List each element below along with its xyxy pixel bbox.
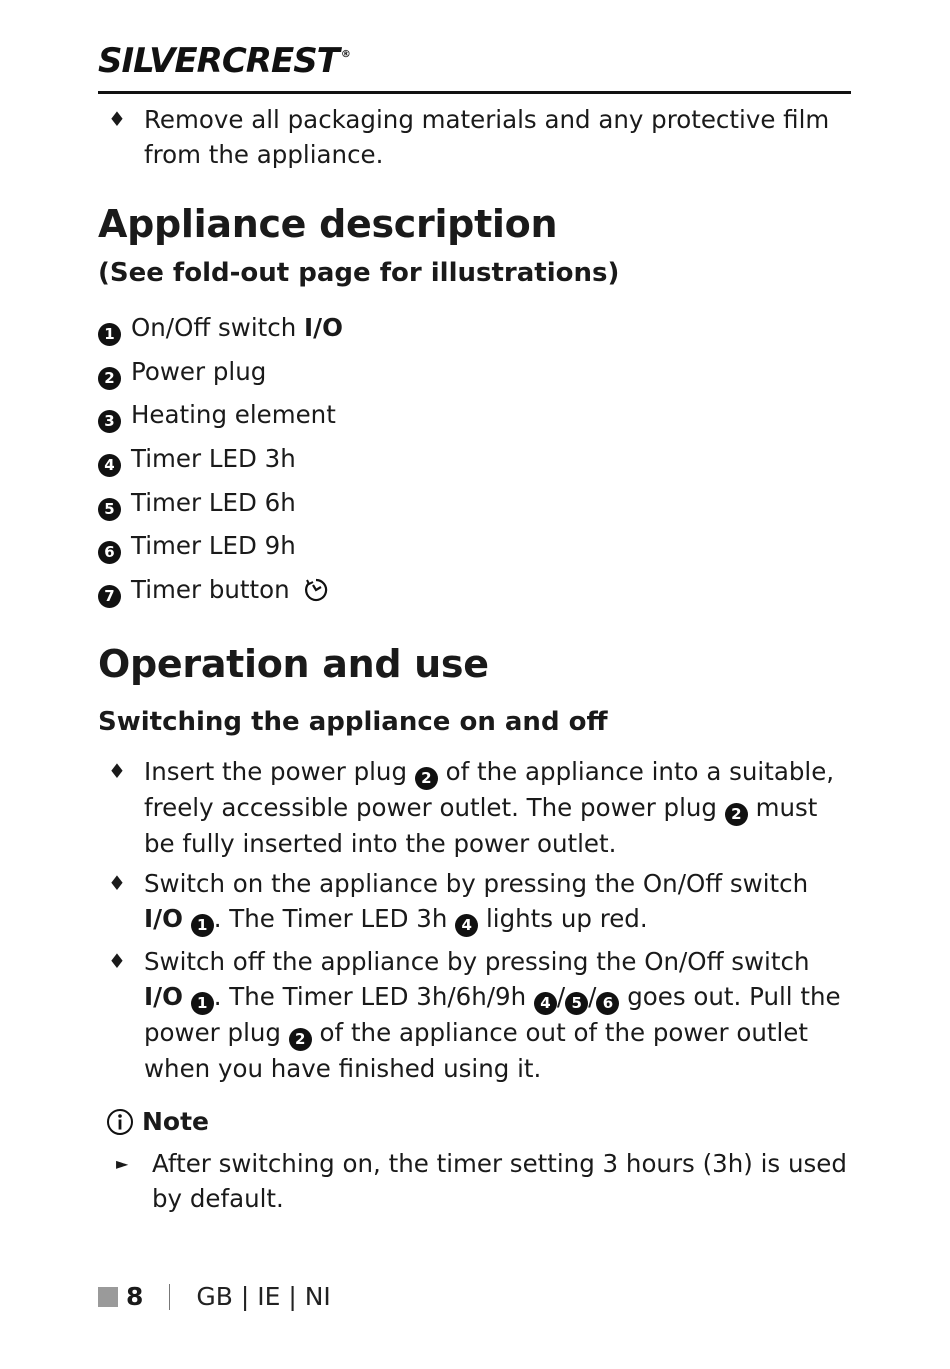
part-number-badge: 2: [415, 767, 438, 790]
diamond-bullet-icon: ♦: [108, 107, 126, 131]
footer-divider: [169, 1284, 170, 1310]
operation-bullet-2: [98, 866, 850, 937]
language-codes: GB | IE | NI: [196, 1282, 331, 1311]
diamond-bullet-icon: ♦: [108, 949, 126, 973]
slash-separator: /: [588, 982, 597, 1011]
diamond-bullet-icon: ♦: [108, 871, 126, 895]
part-item: [98, 531, 296, 564]
operation-bullet-3: [98, 944, 850, 1086]
operation-bullet-1: [98, 754, 850, 861]
part-number-badge: 4: [534, 992, 557, 1015]
intro-bullet-text: Remove all packaging materials and any protective film from the appliance.: [144, 105, 830, 169]
note-text: After switching on, the timer setting 3 hours (3h) is used by default.: [152, 1149, 847, 1213]
brand-name: SILVERCREST: [98, 41, 339, 81]
bullet-text: must be fully inserted into the power outlet.: [144, 793, 818, 858]
part-label: Timer button: [131, 575, 290, 604]
part-number-badge: 7: [98, 585, 121, 608]
bullet-text: .: [213, 904, 222, 933]
io-symbol: I/O: [144, 904, 183, 933]
part-label: Timer LED 6h: [131, 488, 296, 517]
part-number-badge: 4: [98, 454, 121, 477]
bullet-text: The Timer LED 3h: [229, 904, 448, 933]
bullet-text: Switch off the appliance by pressing the On/Off switch: [144, 947, 810, 976]
bullet-text: Switch on the appliance by pressing the On/Off switch: [144, 869, 809, 898]
bullet-text: The Timer LED 3h/6h/9h: [229, 982, 527, 1011]
bullet-text: of the appliance out of the power outlet when you have finished using it.: [144, 1018, 808, 1083]
io-symbol: I/O: [144, 982, 183, 1011]
note-heading: [106, 1106, 209, 1138]
part-label: Power plug: [131, 357, 267, 386]
slash-separator: /: [556, 982, 566, 1011]
part-label: Heating element: [131, 400, 336, 429]
part-number-badge: 6: [596, 992, 619, 1015]
part-number-badge: 1: [191, 992, 214, 1015]
part-number-badge: 5: [98, 498, 121, 521]
part-label: On/Off switch: [131, 313, 297, 342]
timer-icon: [303, 577, 329, 603]
io-symbol: I/O: [304, 313, 343, 342]
part-item: [98, 444, 296, 477]
arrow-bullet-icon: ►: [116, 1154, 129, 1173]
part-item: [98, 575, 329, 608]
part-item: [98, 357, 266, 390]
operation-heading: Operation and use: [98, 642, 489, 686]
part-number-badge: 4: [455, 914, 478, 937]
page-number: 8: [126, 1282, 144, 1311]
part-label: Timer LED 9h: [131, 531, 296, 560]
part-item: [98, 400, 336, 433]
part-number-badge: 1: [191, 914, 214, 937]
diamond-bullet-icon: ♦: [108, 759, 126, 783]
header-rule: [98, 91, 851, 94]
page-footer: [98, 1282, 331, 1312]
part-number-badge: 3: [98, 410, 121, 433]
part-label: Timer LED 3h: [131, 444, 296, 473]
appliance-description-heading: Appliance description: [98, 202, 558, 246]
bullet-text: goes out. Pull the power plug: [144, 982, 841, 1047]
note-title: Note: [142, 1107, 210, 1136]
footer-square-icon: [98, 1287, 118, 1307]
part-number-badge: 2: [725, 803, 748, 826]
part-number-badge: 5: [565, 992, 588, 1015]
part-item: [98, 313, 343, 346]
part-item: [98, 488, 296, 521]
bullet-text: lights up red.: [485, 904, 648, 933]
intro-bullet: [98, 102, 850, 172]
bullet-text: Insert the power plug: [144, 757, 408, 786]
part-number-badge: 6: [98, 541, 121, 564]
part-number-badge: 2: [98, 367, 121, 390]
registered-mark: ®: [340, 49, 350, 60]
bullet-text: .: [213, 982, 222, 1011]
appliance-description-subtitle: (See fold-out page for illustrations): [98, 258, 620, 288]
bullet-text: of the appliance into a suitable, freely accessible power outlet. The power plug: [144, 757, 835, 822]
info-icon: [106, 1108, 134, 1136]
switching-heading: Switching the appliance on and off: [98, 707, 608, 737]
part-number-badge: 2: [289, 1028, 312, 1051]
brand-logo: [98, 41, 350, 81]
part-number-badge: 1: [98, 323, 121, 346]
note-item: [116, 1146, 882, 1216]
